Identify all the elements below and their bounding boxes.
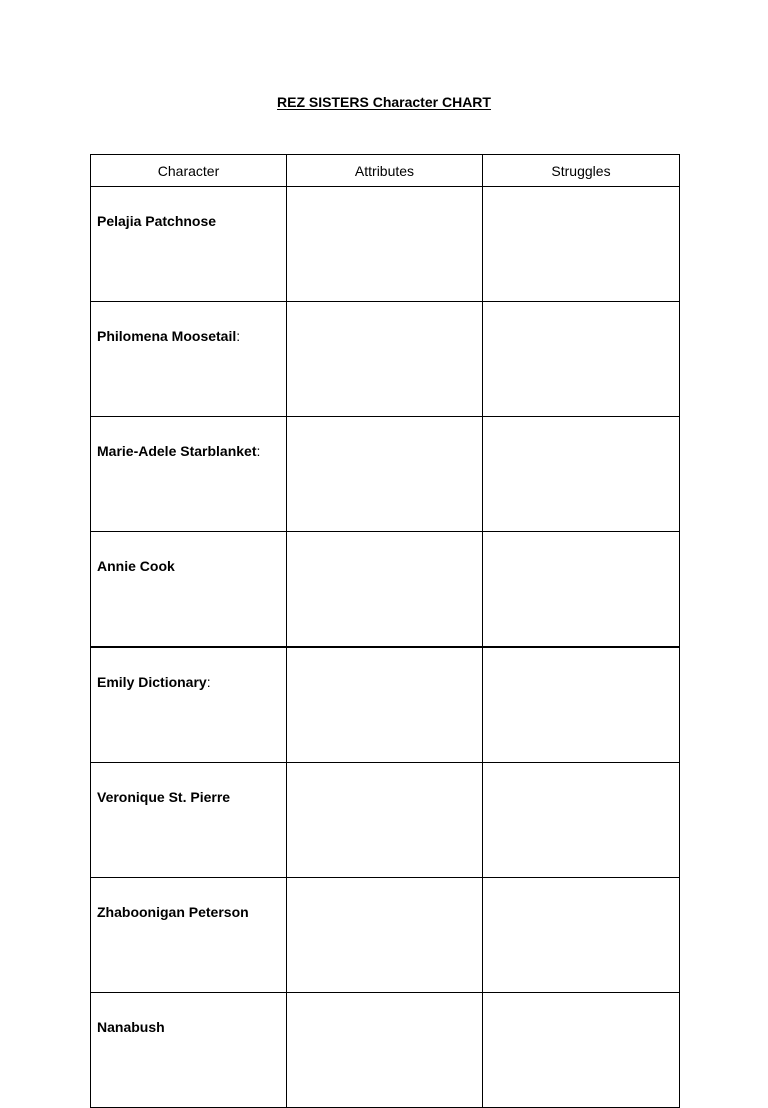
page-title: REZ SISTERS Character CHART [277,94,491,110]
attributes-cell[interactable] [287,302,483,417]
character-cell [91,187,287,302]
header-character: Character [91,155,287,187]
character-name-suffix: : [206,674,211,690]
character-cell [91,532,287,648]
table-row [91,187,680,302]
table-row [91,532,680,648]
struggles-cell[interactable] [483,187,680,302]
character-name: Zhaboonigan Peterson [97,904,249,920]
struggles-cell[interactable] [483,763,680,878]
attributes-cell[interactable] [287,763,483,878]
struggles-cell[interactable] [483,417,680,532]
struggles-cell[interactable] [483,532,680,648]
table-row [91,302,680,417]
struggles-cell[interactable] [483,302,680,417]
character-name: Emily Dictionary [97,674,207,690]
attributes-cell[interactable] [287,647,483,763]
character-cell [91,878,287,993]
character-name: Pelajia Patchnose [97,213,217,229]
character-cell [91,302,287,417]
character-name-suffix: : [256,443,261,459]
attributes-cell[interactable] [287,993,483,1108]
table-row [91,417,680,532]
character-cell [91,647,287,763]
character-cell [91,763,287,878]
character-cell [91,993,287,1108]
struggles-cell[interactable] [483,647,680,763]
header-attributes: Attributes [287,155,483,187]
table-row [91,763,680,878]
character-cell [91,417,287,532]
attributes-cell[interactable] [287,532,483,648]
table-row [91,647,680,763]
struggles-cell[interactable] [483,878,680,993]
table-row [91,993,680,1108]
character-name: Philomena Moosetail [97,328,237,344]
character-name: Annie Cook [97,558,175,574]
character-name: Nanabush [97,1019,165,1035]
table-header-row [91,155,680,187]
character-name-suffix: : [236,328,241,344]
attributes-cell[interactable] [287,878,483,993]
character-name: Veronique St. Pierre [97,789,231,805]
character-name: Marie-Adele Starblanket [97,443,257,459]
table-row [91,878,680,993]
header-struggles: Struggles [483,155,680,187]
attributes-cell[interactable] [287,187,483,302]
attributes-cell[interactable] [287,417,483,532]
character-chart-table [90,154,680,1108]
struggles-cell[interactable] [483,993,680,1108]
